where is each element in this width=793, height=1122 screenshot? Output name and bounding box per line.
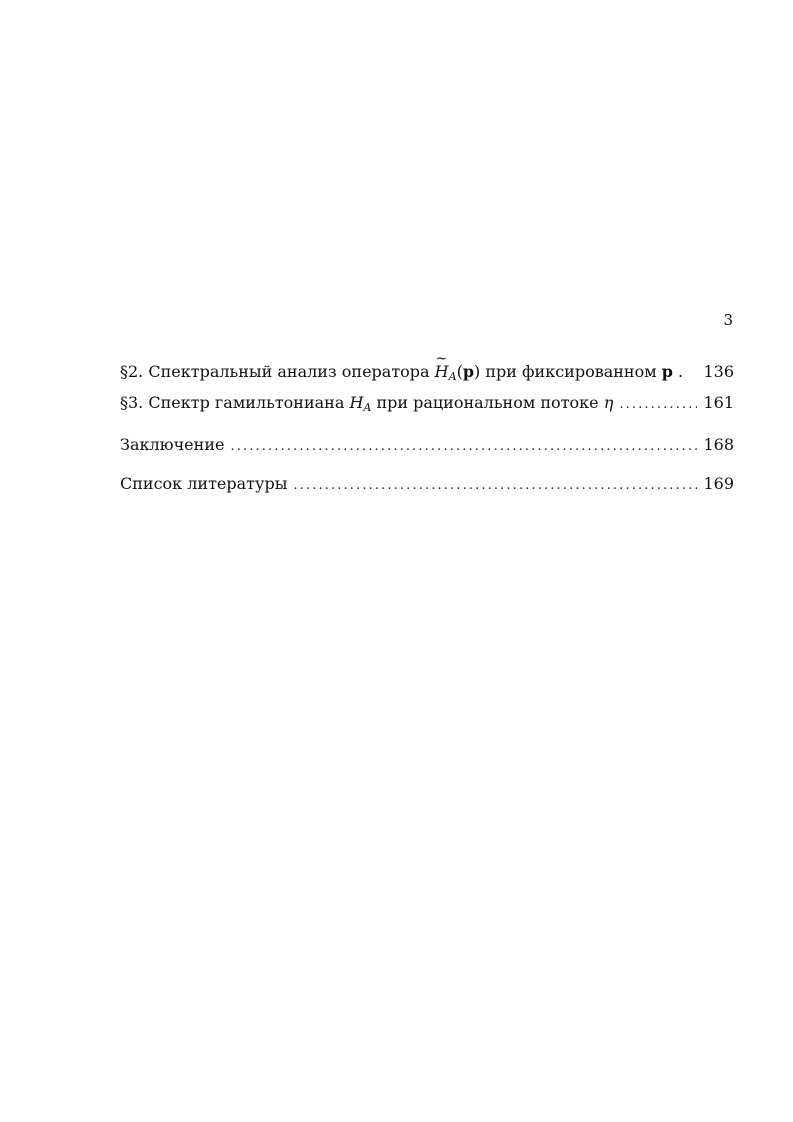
toc-entry-section-3[interactable] [120,390,734,421]
toc-leader-dots [293,473,697,499]
toc-entry-label [120,359,683,390]
page-number: 3 [723,311,733,329]
toc-entry-page: 136 [703,362,734,381]
toc-entry-section-2[interactable] [120,359,734,390]
toc-entry-prefix: §2. Спектральный анализ оператора [120,362,435,381]
toc-entry-trail: . [672,362,684,381]
math-bold-variable: p [661,362,673,381]
toc-entry-bibliography[interactable] [120,471,734,499]
toc-entry-prefix: §3. Спектр гамильтониана [120,393,350,412]
math-paren-close: ) [474,362,481,381]
toc-entry-page: 169 [703,474,734,493]
math-paren-open: ( [456,362,463,381]
toc-entry-page: 168 [703,435,734,454]
toc-entry-label: Заключение [120,435,225,454]
math-variable-eta: η [603,393,614,412]
toc-entry-page: 161 [703,393,734,412]
math-subscript: A [448,370,457,383]
math-bold-argument: p [462,362,475,381]
math-operator-symbol: ~ H [435,359,449,385]
toc-entry-conclusion[interactable] [120,432,734,460]
math-operator-symbol: H [349,393,364,412]
math-subscript: A [363,401,372,414]
toc-leader-dots [619,392,697,418]
toc-entry-label: Список литературы [120,474,288,493]
table-of-contents [120,359,734,499]
toc-entry-label [120,390,613,421]
toc-leader-dots [230,434,697,460]
toc-entry-suffix: при фиксированном [480,362,662,381]
toc-entry-suffix: при рациональном потоке [371,393,604,412]
